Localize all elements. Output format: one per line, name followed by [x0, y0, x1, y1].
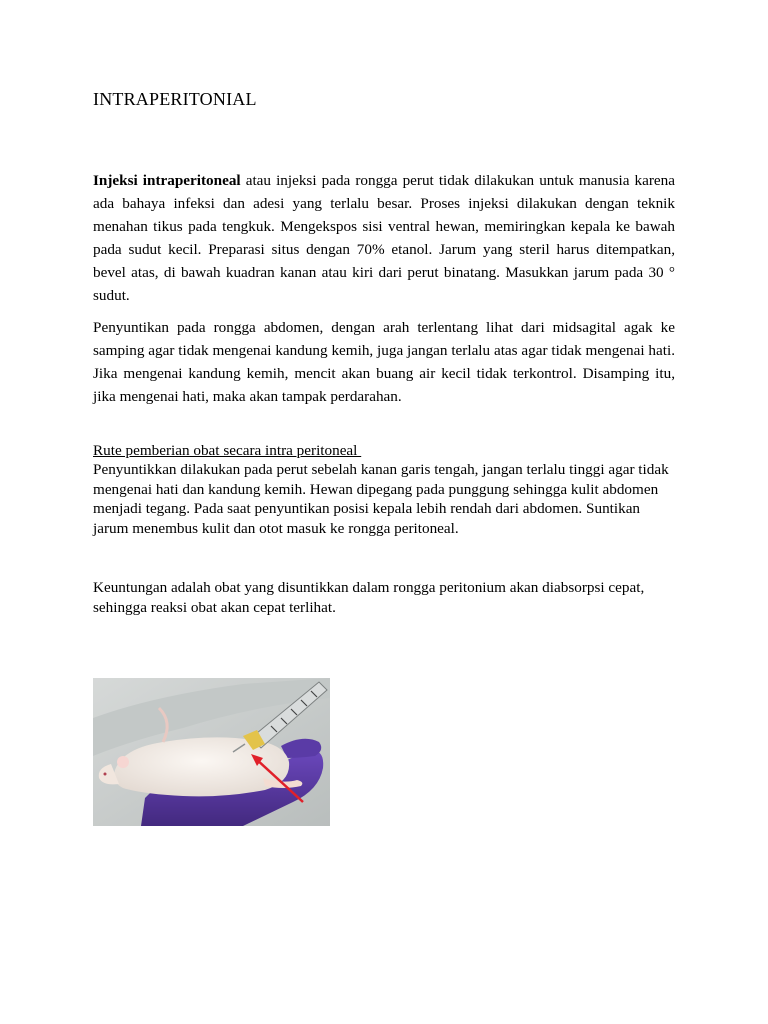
mouse-eye	[104, 773, 107, 776]
section-heading: Rute pemberian obat secara intra peritoneal	[93, 442, 362, 459]
mouse-injection-photo	[93, 678, 330, 826]
intro-lead-bold: Injeksi intraperitoneal	[93, 172, 241, 189]
paragraph-intro	[93, 169, 675, 307]
intro-text: atau injeksi pada rongga perut tidak dilakukan untuk manusia karena ada bahaya infeksi dan adesi yang terlalu besar. Proses injeksi dilakukan dengan teknik menahan tikus pada tengkuk. Mengekspos sisi ventral hewan, memiringkan kepala ke bawah pada sudut kecil. Preparasi situs dengan 70% etanol. Jarum yang steril harus ditempatkan, bevel atas, di bawah kuadran kanan atau kiri dari perut binatang. Masukkan jarum pada 30 ° sudut.	[93, 172, 675, 304]
closing-paragraph: Keuntungan adalah obat yang disuntikkan dalam rongga peritonium akan diabsorpsi cepat, sehingga reaksi obat akan cepat terlihat.	[93, 579, 645, 616]
paragraph-abdomen: Penyuntikan pada rongga abdomen, dengan arah terlentang lihat dari midsagital agak ke samping agar tidak mengenai kandung kemih, juga jangan terlalu atas agar tidak mengenai hati. Jika mengenai kandung kemih, mencit akan buang air kecil tidak terkontrol. Disamping itu, jika mengenai hati, maka akan tampak perdarahan.	[93, 319, 675, 405]
page-title: INTRAPERITONIAL	[93, 89, 257, 109]
section-body: Penyuntikkan dilakukan pada perut sebelah kanan garis tengah, jangan terlalu tinggi agar tidak mengenai hati dan kandung kemih. Hewan dipegang pada punggung sehingga kulit abdomen menjadi tegang. Pada saat penyuntikan posisi kepala lebih rendah dari abdomen. Suntikan jarum menembus kulit dan otot masuk ke rongga peritoneal.	[93, 461, 669, 537]
mouse-ear	[117, 756, 129, 768]
